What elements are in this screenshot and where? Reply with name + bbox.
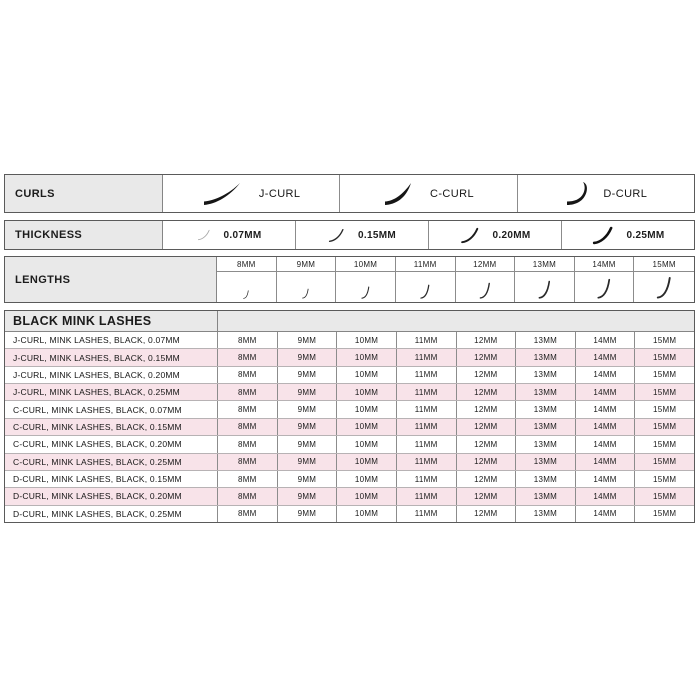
- length-value-cell: 10MM: [337, 332, 397, 348]
- length-value-cell: 15MM: [652, 422, 677, 432]
- length-value-cell: 10MM: [337, 349, 397, 365]
- length-value-cell: 8MM: [218, 454, 278, 470]
- length-value-cell: 13MM: [516, 349, 576, 365]
- length-value-cell: 9MM: [278, 488, 338, 504]
- length-cell: [634, 272, 694, 302]
- length-value-cell: 14MM: [576, 471, 636, 487]
- length-cell: [217, 272, 277, 302]
- length-value-cell: 11MM: [397, 488, 457, 504]
- lash-length-icon: [243, 290, 249, 299]
- lash-length-icon: [656, 276, 672, 299]
- product-name: D-CURL, MINK LASHES, BLACK, 0.20MM: [5, 488, 218, 504]
- table-header-row: [5, 311, 694, 332]
- length-value-cell: 12MM: [457, 454, 517, 470]
- product-name: J-CURL, MINK LASHES, BLACK, 0.25MM: [5, 384, 218, 400]
- length-value-cell: 14MM: [576, 367, 636, 383]
- curl-option-j: [163, 175, 340, 212]
- j-curl-icon: [202, 181, 246, 207]
- length-value-cell: 9MM: [278, 436, 338, 452]
- table-row: [5, 401, 694, 418]
- curls-label: CURLS: [5, 175, 163, 212]
- table-row: [5, 419, 694, 436]
- length-cell: [396, 272, 456, 302]
- length-value-cell: 9MM: [278, 419, 338, 435]
- length-value-cell: 13MM: [516, 401, 576, 417]
- length-value-cell: 8MM: [218, 419, 278, 435]
- length-value-cell: 10MM: [337, 506, 397, 522]
- length-value-cell: 14MM: [576, 506, 636, 522]
- table-row: [5, 332, 694, 349]
- length-value-cell: 11MM: [397, 401, 457, 417]
- product-name: C-CURL, MINK LASHES, BLACK, 0.15MM: [5, 419, 218, 435]
- length-value-cell: 11MM: [397, 367, 457, 383]
- length-value-cell: 10MM: [337, 454, 397, 470]
- table-header-spacer: [218, 311, 694, 331]
- curl-option-label: C-CURL: [430, 187, 474, 200]
- length-value-cell: 13MM: [516, 488, 576, 504]
- length-value-cell: 14MM: [576, 384, 636, 400]
- length-value-cell: 9MM: [278, 401, 338, 417]
- table-row: [5, 454, 694, 471]
- length-value-cell: 15MM: [652, 353, 677, 363]
- product-name: C-CURL, MINK LASHES, BLACK, 0.07MM: [5, 401, 218, 417]
- length-value-cell: 15MM: [652, 474, 677, 484]
- lash-length-icon: [361, 286, 370, 299]
- product-name: D-CURL, MINK LASHES, BLACK, 0.25MM: [5, 506, 218, 522]
- length-value-cell: 9MM: [278, 367, 338, 383]
- table-row: [5, 349, 694, 366]
- length-value-cell: 12MM: [457, 367, 517, 383]
- length-value-cell: 14MM: [576, 419, 636, 435]
- length-cell: [515, 272, 575, 302]
- length-size-label: 14MM: [575, 257, 635, 272]
- length-value-cell: 10MM: [337, 401, 397, 417]
- length-value-cell: 9MM: [278, 454, 338, 470]
- length-value-cell: 12MM: [457, 401, 517, 417]
- length-cell: [277, 272, 337, 302]
- length-value-cell: 14MM: [576, 454, 636, 470]
- lash-length-icon: [479, 282, 491, 299]
- length-value-cell: 12MM: [457, 419, 517, 435]
- lash-length-icon: [597, 278, 611, 299]
- length-value-cell: 9MM: [278, 349, 338, 365]
- length-value-cell: 14MM: [576, 332, 636, 348]
- length-value-cell: 8MM: [218, 384, 278, 400]
- length-value-cell: 13MM: [516, 506, 576, 522]
- length-value-cell: 10MM: [337, 384, 397, 400]
- lash-length-icon: [420, 284, 430, 299]
- length-value-cell: 15MM: [652, 457, 677, 467]
- thickness-row: [4, 220, 695, 250]
- curl-option-label: D-CURL: [603, 187, 648, 200]
- length-value-cell: 15MM: [652, 335, 677, 345]
- length-value-cell: 9MM: [278, 506, 338, 522]
- length-value-cell: 15MM: [652, 439, 677, 449]
- length-cell: [575, 272, 635, 302]
- lash-thickness-015-icon: [328, 228, 345, 243]
- thickness-option-label: 0.07MM: [223, 229, 262, 241]
- lengths-label: LENGTHS: [5, 257, 217, 302]
- product-name: C-CURL, MINK LASHES, BLACK, 0.25MM: [5, 454, 218, 470]
- lash-size-chart: [4, 174, 695, 523]
- length-size-label: 10MM: [336, 257, 396, 272]
- length-value-cell: 10MM: [337, 436, 397, 452]
- length-cell: [456, 272, 516, 302]
- length-value-cell: 13MM: [516, 384, 576, 400]
- black-mink-lashes-table: [4, 310, 695, 523]
- length-value-cell: 12MM: [457, 332, 517, 348]
- length-value-cell: 14MM: [576, 436, 636, 452]
- d-curl-icon: [564, 180, 590, 207]
- length-value-cell: 11MM: [397, 506, 457, 522]
- length-value-cell: 8MM: [218, 436, 278, 452]
- length-value-cell: 13MM: [516, 436, 576, 452]
- length-value-cell: 11MM: [397, 419, 457, 435]
- curl-option-d: [518, 175, 694, 212]
- length-value-cell: 10MM: [337, 488, 397, 504]
- length-value-cell: 9MM: [278, 332, 338, 348]
- length-value-cell: 11MM: [397, 454, 457, 470]
- length-value-cell: 12MM: [457, 384, 517, 400]
- length-value-cell: 11MM: [397, 332, 457, 348]
- length-value-cell: 10MM: [337, 471, 397, 487]
- table-header-title: BLACK MINK LASHES: [5, 311, 218, 331]
- length-size-label: 15MM: [634, 257, 694, 272]
- thickness-option-007: [163, 221, 296, 249]
- length-value-cell: 13MM: [516, 367, 576, 383]
- c-curl-icon: [383, 181, 417, 207]
- length-value-cell: 13MM: [516, 471, 576, 487]
- lash-thickness-025-icon: [592, 226, 614, 245]
- curl-option-c: [340, 175, 517, 212]
- length-value-cell: 15MM: [652, 387, 677, 397]
- length-value-cell: 15MM: [652, 491, 677, 501]
- lengths-row: [4, 256, 695, 303]
- thickness-label: THICKNESS: [5, 221, 163, 249]
- length-value-cell: 10MM: [337, 367, 397, 383]
- product-name: C-CURL, MINK LASHES, BLACK, 0.20MM: [5, 436, 218, 452]
- length-value-cell: 11MM: [397, 471, 457, 487]
- length-value-cell: 13MM: [516, 419, 576, 435]
- length-value-cell: 12MM: [457, 488, 517, 504]
- thickness-option-020: [429, 221, 562, 249]
- length-cell: [336, 272, 396, 302]
- table-row: [5, 471, 694, 488]
- length-size-label: 9MM: [277, 257, 337, 272]
- length-value-cell: 9MM: [278, 384, 338, 400]
- length-value-cell: 14MM: [576, 401, 636, 417]
- lash-thickness-007-icon: [197, 229, 211, 241]
- thickness-option-label: 0.25MM: [626, 229, 665, 241]
- length-value-cell: 14MM: [576, 488, 636, 504]
- length-value-cell: 15MM: [652, 405, 677, 415]
- table-row: [5, 488, 694, 505]
- length-value-cell: 12MM: [457, 471, 517, 487]
- lash-length-icon: [302, 288, 309, 299]
- length-value-cell: 11MM: [397, 384, 457, 400]
- length-value-cell: 12MM: [457, 506, 517, 522]
- length-size-label: 8MM: [217, 257, 277, 272]
- product-name: J-CURL, MINK LASHES, BLACK, 0.07MM: [5, 332, 218, 348]
- lengths-grid: [217, 257, 694, 302]
- length-size-label: 11MM: [396, 257, 456, 272]
- length-value-cell: 8MM: [218, 488, 278, 504]
- table-row: [5, 367, 694, 384]
- length-value-cell: 12MM: [457, 349, 517, 365]
- length-value-cell: 8MM: [218, 401, 278, 417]
- lash-length-icon: [538, 280, 551, 299]
- product-name: J-CURL, MINK LASHES, BLACK, 0.15MM: [5, 349, 218, 365]
- lash-thickness-020-icon: [460, 227, 480, 244]
- length-value-cell: 9MM: [278, 471, 338, 487]
- length-value-cell: 15MM: [652, 370, 677, 380]
- product-name: D-CURL, MINK LASHES, BLACK, 0.15MM: [5, 471, 218, 487]
- thickness-option-label: 0.15MM: [358, 229, 396, 241]
- curls-row: [4, 174, 695, 213]
- thickness-option-label: 0.20MM: [492, 229, 531, 241]
- length-value-cell: 10MM: [337, 419, 397, 435]
- table-row: [5, 384, 694, 401]
- table-row: [5, 506, 694, 522]
- length-value-cell: 8MM: [218, 367, 278, 383]
- length-size-label: 12MM: [456, 257, 516, 272]
- length-value-cell: 13MM: [516, 454, 576, 470]
- table-body: [5, 332, 694, 522]
- length-value-cell: 15MM: [652, 509, 677, 519]
- length-value-cell: 11MM: [397, 349, 457, 365]
- product-name: J-CURL, MINK LASHES, BLACK, 0.20MM: [5, 367, 218, 383]
- length-value-cell: 14MM: [576, 349, 636, 365]
- curl-option-label: J-CURL: [258, 187, 301, 200]
- length-value-cell: 13MM: [516, 332, 576, 348]
- length-value-cell: 8MM: [218, 332, 278, 348]
- thickness-option-015: [296, 221, 429, 249]
- table-row: [5, 436, 694, 453]
- length-value-cell: 11MM: [397, 436, 457, 452]
- length-value-cell: 8MM: [218, 506, 278, 522]
- length-value-cell: 8MM: [218, 349, 278, 365]
- length-value-cell: 8MM: [218, 471, 278, 487]
- thickness-option-025: [562, 221, 694, 249]
- length-value-cell: 12MM: [457, 436, 517, 452]
- length-size-label: 13MM: [515, 257, 575, 272]
